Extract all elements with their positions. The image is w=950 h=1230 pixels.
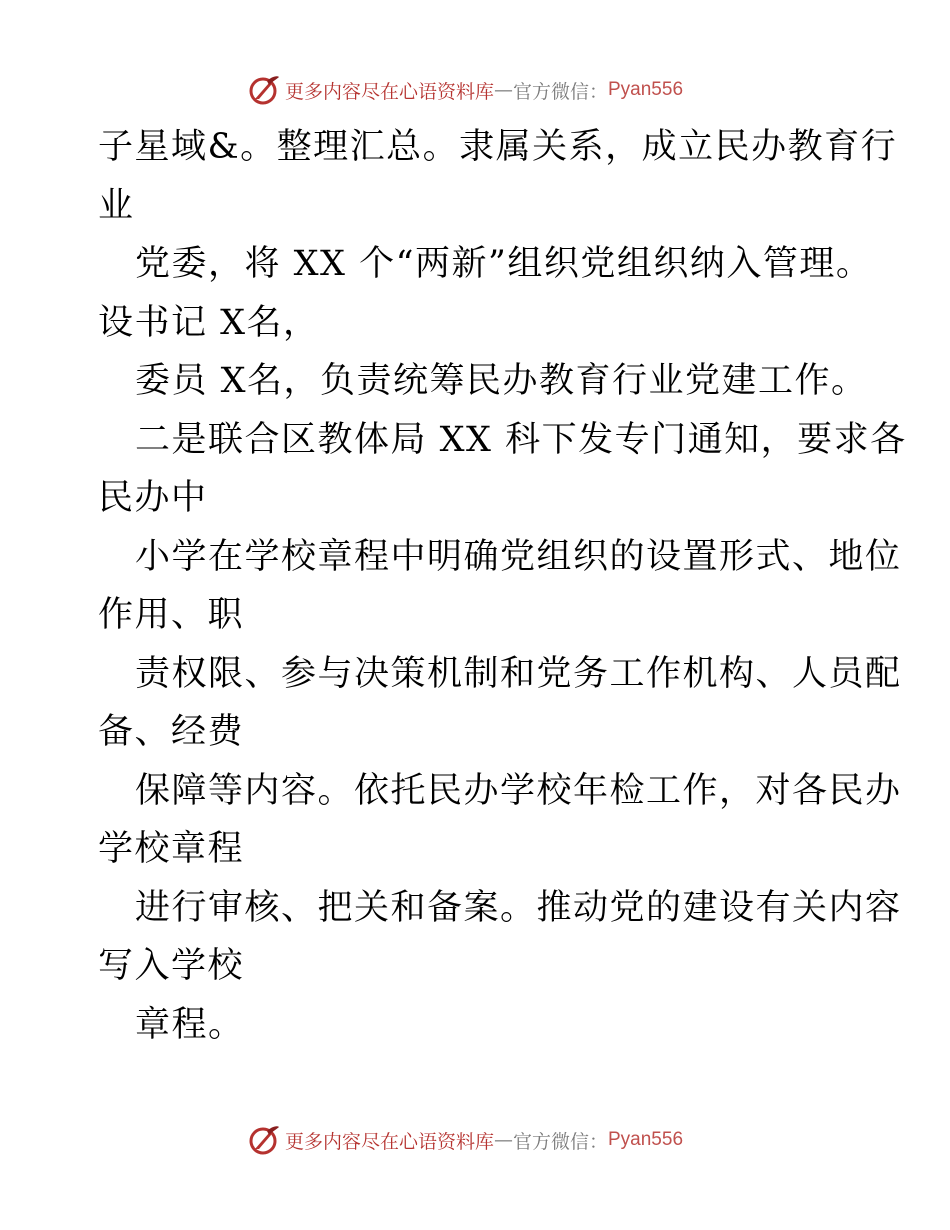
body-line: 民办中 [98, 478, 208, 518]
watermark-main-text: 更多内容尽在心语资料库 [284, 80, 494, 103]
watermark-sub-text: 官方微信： [512, 1130, 608, 1153]
body-line: 保障等内容。依托民办学校年检工作，对各民办 [135, 770, 902, 811]
body-line: 业 [98, 185, 135, 226]
body-line: 写入学校 [98, 946, 245, 986]
brush-pen-logo-icon [247, 1123, 281, 1157]
body-line: 进行审核、把关和备案。推动党的建设有关内容 [135, 887, 902, 928]
watermark-dash: — [493, 79, 513, 101]
body-line: 委员 X名，负责统筹民办教育行业党建工作。 [135, 361, 868, 401]
body-line: 章程。 [135, 1004, 245, 1045]
brush-pen-logo-icon [247, 73, 281, 107]
body-line: 设书记 X名， [98, 302, 320, 343]
watermark-wechat-id: Pyan556 [608, 79, 684, 100]
watermark-wechat-id: Pyan556 [608, 1129, 684, 1150]
body-line: 学校章程 [98, 829, 245, 869]
body-line: 作用、职 [98, 595, 245, 635]
watermark-main-text: 更多内容尽在心语资料库 [284, 1130, 494, 1153]
body-line: 党委，将 XX 个“两新”组织党组织纳入管理。 [135, 244, 873, 284]
watermark-sub-text: 官方微信： [512, 80, 608, 103]
header-watermark [0, 70, 950, 110]
footer-watermark [0, 1120, 950, 1160]
body-line: 备、经费 [98, 712, 245, 752]
watermark-dash: — [493, 1129, 513, 1151]
body-line: 责权限、参与决策机制和党务工作机构、人员配 [135, 653, 902, 694]
body-line: 小学在学校章程中明确党组织的设置形式、地位 [135, 536, 902, 577]
body-line: 二是联合区教体局 XX 科下发专门通知，要求各 [135, 419, 907, 460]
document-body [98, 118, 907, 1054]
body-line: 子星域&。整理汇总。隶属关系，成立民办教育行 [98, 127, 898, 167]
